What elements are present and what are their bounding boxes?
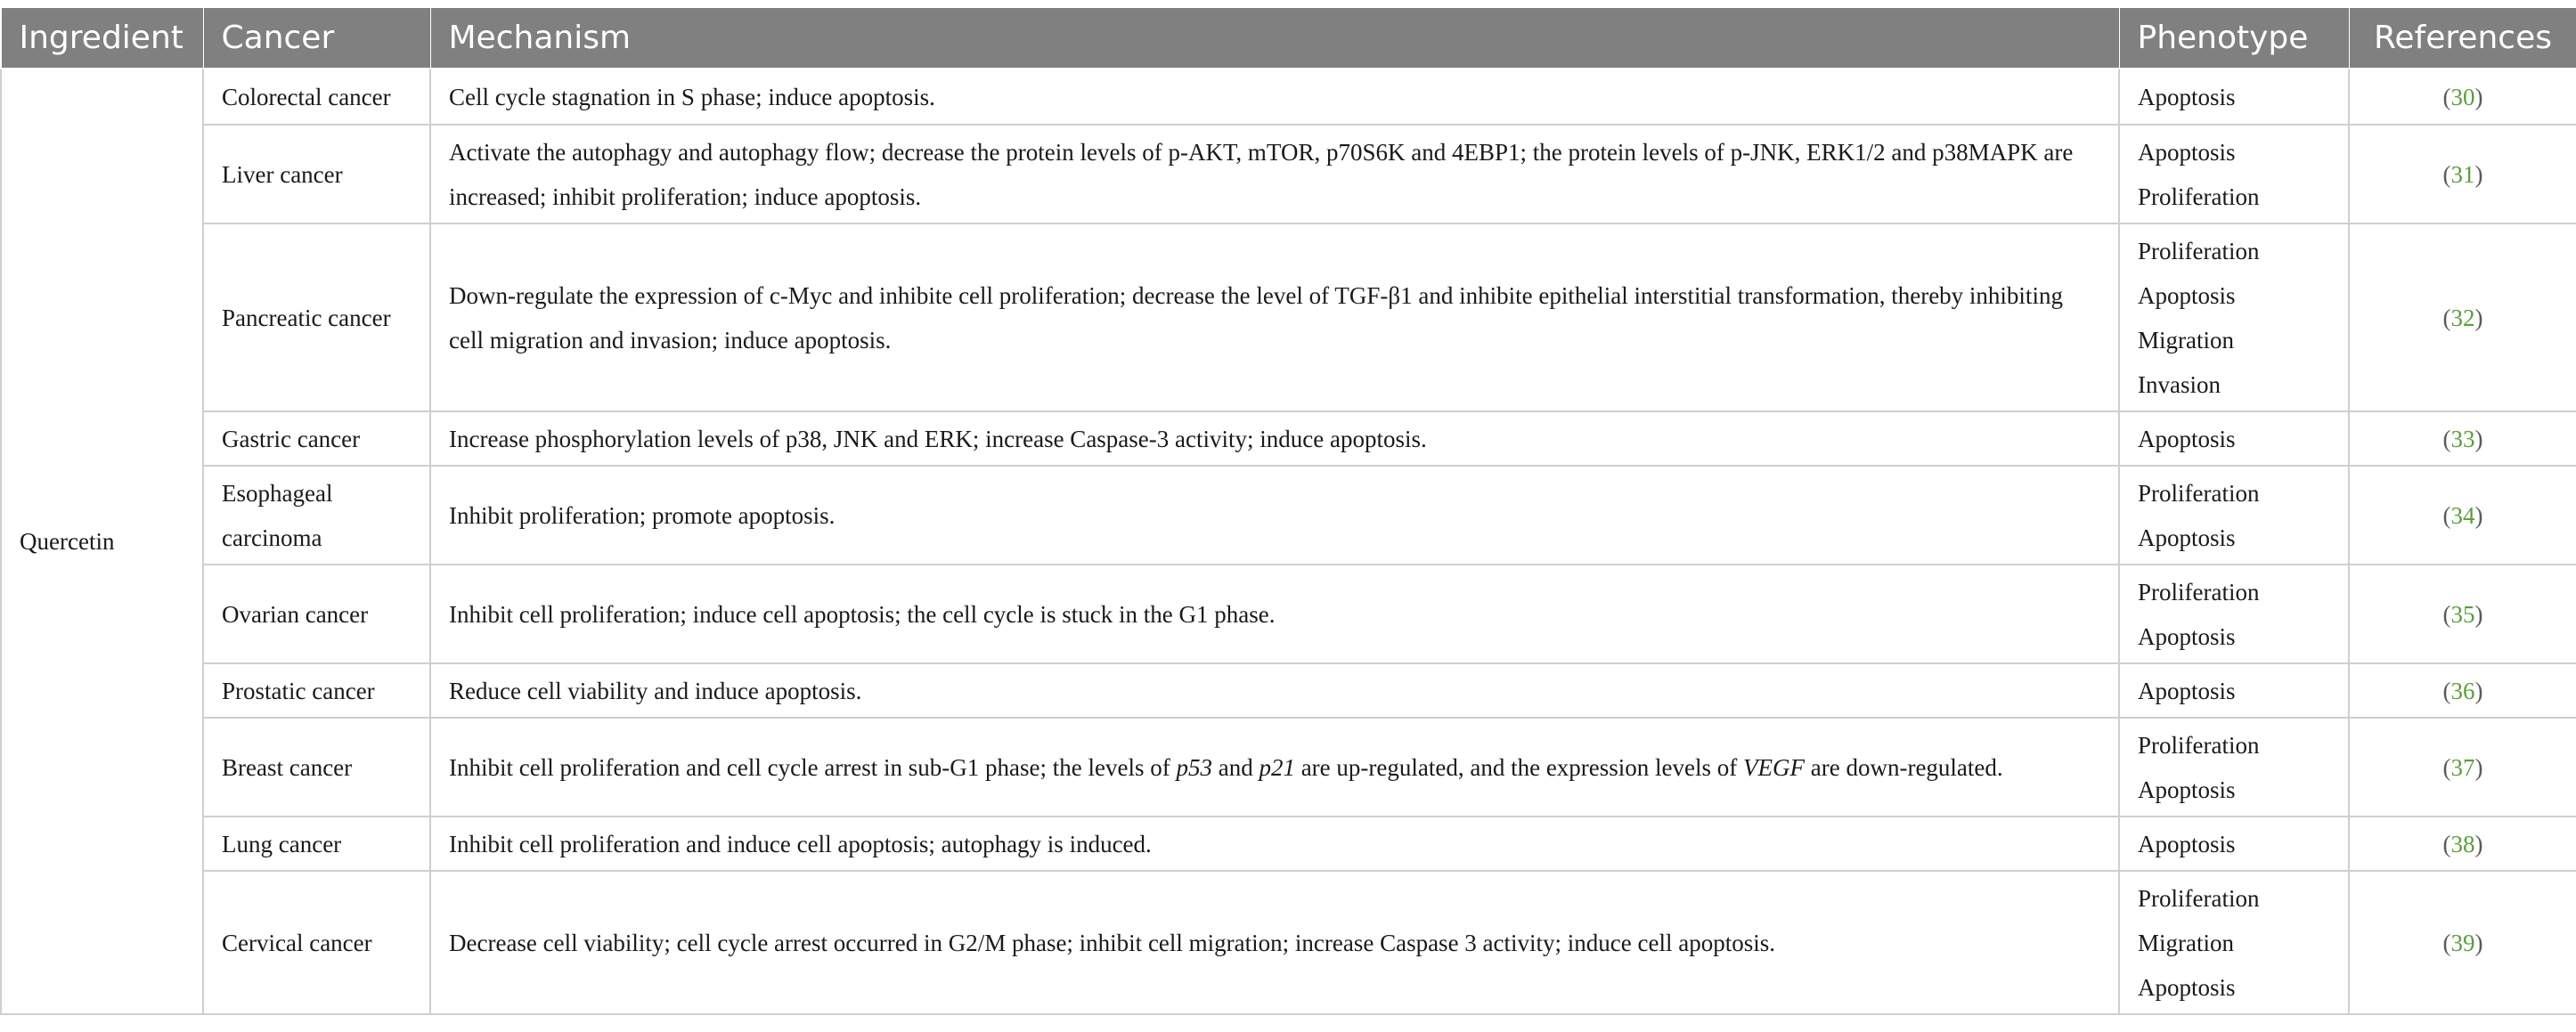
mechanism-cell: Cell cycle stagnation in S phase; induce apoptosis. [430, 69, 2119, 125]
reference-link[interactable]: 31 [2450, 160, 2475, 188]
cancer-cell: Gastric cancer [203, 411, 430, 466]
header-cancer: Cancer [203, 8, 430, 69]
reference-link[interactable]: 30 [2450, 83, 2475, 110]
phenotype-item: Apoptosis [2138, 281, 2236, 309]
phenotype-item: Proliferation [2138, 578, 2260, 605]
reference-link[interactable]: 33 [2450, 425, 2475, 452]
reference-cell: (33) [2349, 411, 2576, 466]
table-row [1, 718, 2576, 817]
phenotype-item: Proliferation [2138, 479, 2260, 507]
mechanism-cell: Down-regulate the expression of c-Myc and inhibite cell proliferation; decrease the level of TGF-β1 and inhibite epithelial interstitial transformation, thereby inhibiting cell migration and invasion; induce apoptosis. [430, 223, 2119, 411]
reference-link[interactable]: 38 [2450, 830, 2475, 857]
gene-name: p53 [1176, 753, 1212, 781]
mechanism-cell: Decrease cell viability; cell cycle arrest occurred in G2/M phase; inhibit cell migration; increase Caspase 3 activity; induce cell apoptosis. [430, 871, 2119, 1014]
phenotype-cell [2119, 871, 2349, 1014]
phenotype-cell [2119, 817, 2349, 871]
reference-link[interactable]: 37 [2450, 753, 2475, 781]
reference-cell: (34) [2349, 466, 2576, 565]
table-row [1, 466, 2576, 565]
mechanism-cell: Reduce cell viability and induce apoptosis. [430, 663, 2119, 718]
phenotype-cell [2119, 125, 2349, 223]
phenotype-item: Migration [2138, 929, 2234, 956]
header-phenotype: Phenotype [2119, 8, 2349, 69]
header-mechanism: Mechanism [430, 8, 2119, 69]
table-row [1, 817, 2576, 871]
table-row [1, 411, 2576, 466]
mechanism-cell: Increase phosphorylation levels of p38, JNK and ERK; increase Caspase-3 activity; induce apoptosis. [430, 411, 2119, 466]
table-row [1, 69, 2576, 125]
reference-link[interactable]: 35 [2450, 600, 2475, 628]
mechanism-text: are up-regulated, and the expression levels of [1294, 753, 1744, 781]
phenotype-item: Apoptosis [2138, 830, 2236, 857]
phenotype-item: Apoptosis [2138, 622, 2236, 650]
cancer-cell: Ovarian cancer [203, 565, 430, 663]
cancer-cell: Esophageal carcinoma [203, 466, 430, 565]
table-row [1, 125, 2576, 223]
cancer-cell: Prostatic cancer [203, 663, 430, 718]
phenotype-cell [2119, 69, 2349, 125]
reference-cell: (35) [2349, 565, 2576, 663]
header-row [1, 8, 2576, 69]
phenotype-item: Proliferation [2138, 884, 2260, 912]
phenotype-item: Proliferation [2138, 183, 2260, 210]
phenotype-item: Apoptosis [2138, 524, 2236, 551]
phenotype-cell [2119, 411, 2349, 466]
reference-link[interactable]: 39 [2450, 929, 2475, 956]
cancer-cell: Cervical cancer [203, 871, 430, 1014]
phenotype-item: Apoptosis [2138, 776, 2236, 803]
phenotype-item: Invasion [2138, 370, 2221, 398]
table-row [1, 565, 2576, 663]
mechanism-cell: Inhibit proliferation; promote apoptosis. [430, 466, 2119, 565]
phenotype-item: Apoptosis [2138, 425, 2236, 452]
table-row [1, 663, 2576, 718]
phenotype-item: Migration [2138, 326, 2234, 353]
cancer-cell: Breast cancer [203, 718, 430, 817]
phenotype-cell [2119, 565, 2349, 663]
gene-name: VEGF [1743, 753, 1805, 781]
phenotype-item: Proliferation [2138, 731, 2260, 759]
quercetin-table [0, 7, 2576, 1015]
reference-link[interactable]: 36 [2450, 677, 2475, 704]
table-body [1, 69, 2576, 1014]
phenotype-item: Apoptosis [2138, 83, 2236, 110]
mechanism-text: are down-regulated. [1805, 753, 2003, 781]
reference-cell: (31) [2349, 125, 2576, 223]
ingredient-cell: Quercetin [1, 69, 203, 1014]
cancer-cell: Liver cancer [203, 125, 430, 223]
header-references: References [2349, 8, 2576, 69]
reference-cell: (38) [2349, 817, 2576, 871]
reference-cell: (30) [2349, 69, 2576, 125]
phenotype-item: Apoptosis [2138, 973, 2236, 1001]
table-header [1, 8, 2576, 69]
phenotype-cell [2119, 663, 2349, 718]
reference-cell: (36) [2349, 663, 2576, 718]
phenotype-cell [2119, 466, 2349, 565]
gene-name: p21 [1259, 753, 1295, 781]
phenotype-item: Apoptosis [2138, 138, 2236, 166]
mechanism-cell: Inhibit cell proliferation and induce cell apoptosis; autophagy is induced. [430, 817, 2119, 871]
mechanism-cell [430, 718, 2119, 817]
reference-cell: (32) [2349, 223, 2576, 411]
phenotype-cell [2119, 223, 2349, 411]
mechanism-text: Inhibit cell proliferation and cell cycle arrest in sub-G1 phase; the levels of [449, 753, 1177, 781]
reference-link[interactable]: 34 [2450, 501, 2475, 529]
mechanism-cell: Activate the autophagy and autophagy flow; decrease the protein levels of p-AKT, mTOR, p70S6K and 4EBP1; the protein levels of p-JNK, ERK1/2 and p38MAPK are increased; inhibit proliferation; induce apoptosis. [430, 125, 2119, 223]
reference-cell: (37) [2349, 718, 2576, 817]
table-row [1, 223, 2576, 411]
table-row [1, 871, 2576, 1014]
reference-cell: (39) [2349, 871, 2576, 1014]
reference-link[interactable]: 32 [2450, 304, 2475, 331]
phenotype-item: Proliferation [2138, 237, 2260, 264]
cancer-cell: Colorectal cancer [203, 69, 430, 125]
phenotype-cell [2119, 718, 2349, 817]
cancer-cell: Lung cancer [203, 817, 430, 871]
phenotype-item: Apoptosis [2138, 677, 2236, 704]
header-ingredient: Ingredient [1, 8, 203, 69]
cancer-cell: Pancreatic cancer [203, 223, 430, 411]
mechanism-cell: Inhibit cell proliferation; induce cell apoptosis; the cell cycle is stuck in the G1 phase. [430, 565, 2119, 663]
mechanism-text: and [1211, 753, 1259, 781]
